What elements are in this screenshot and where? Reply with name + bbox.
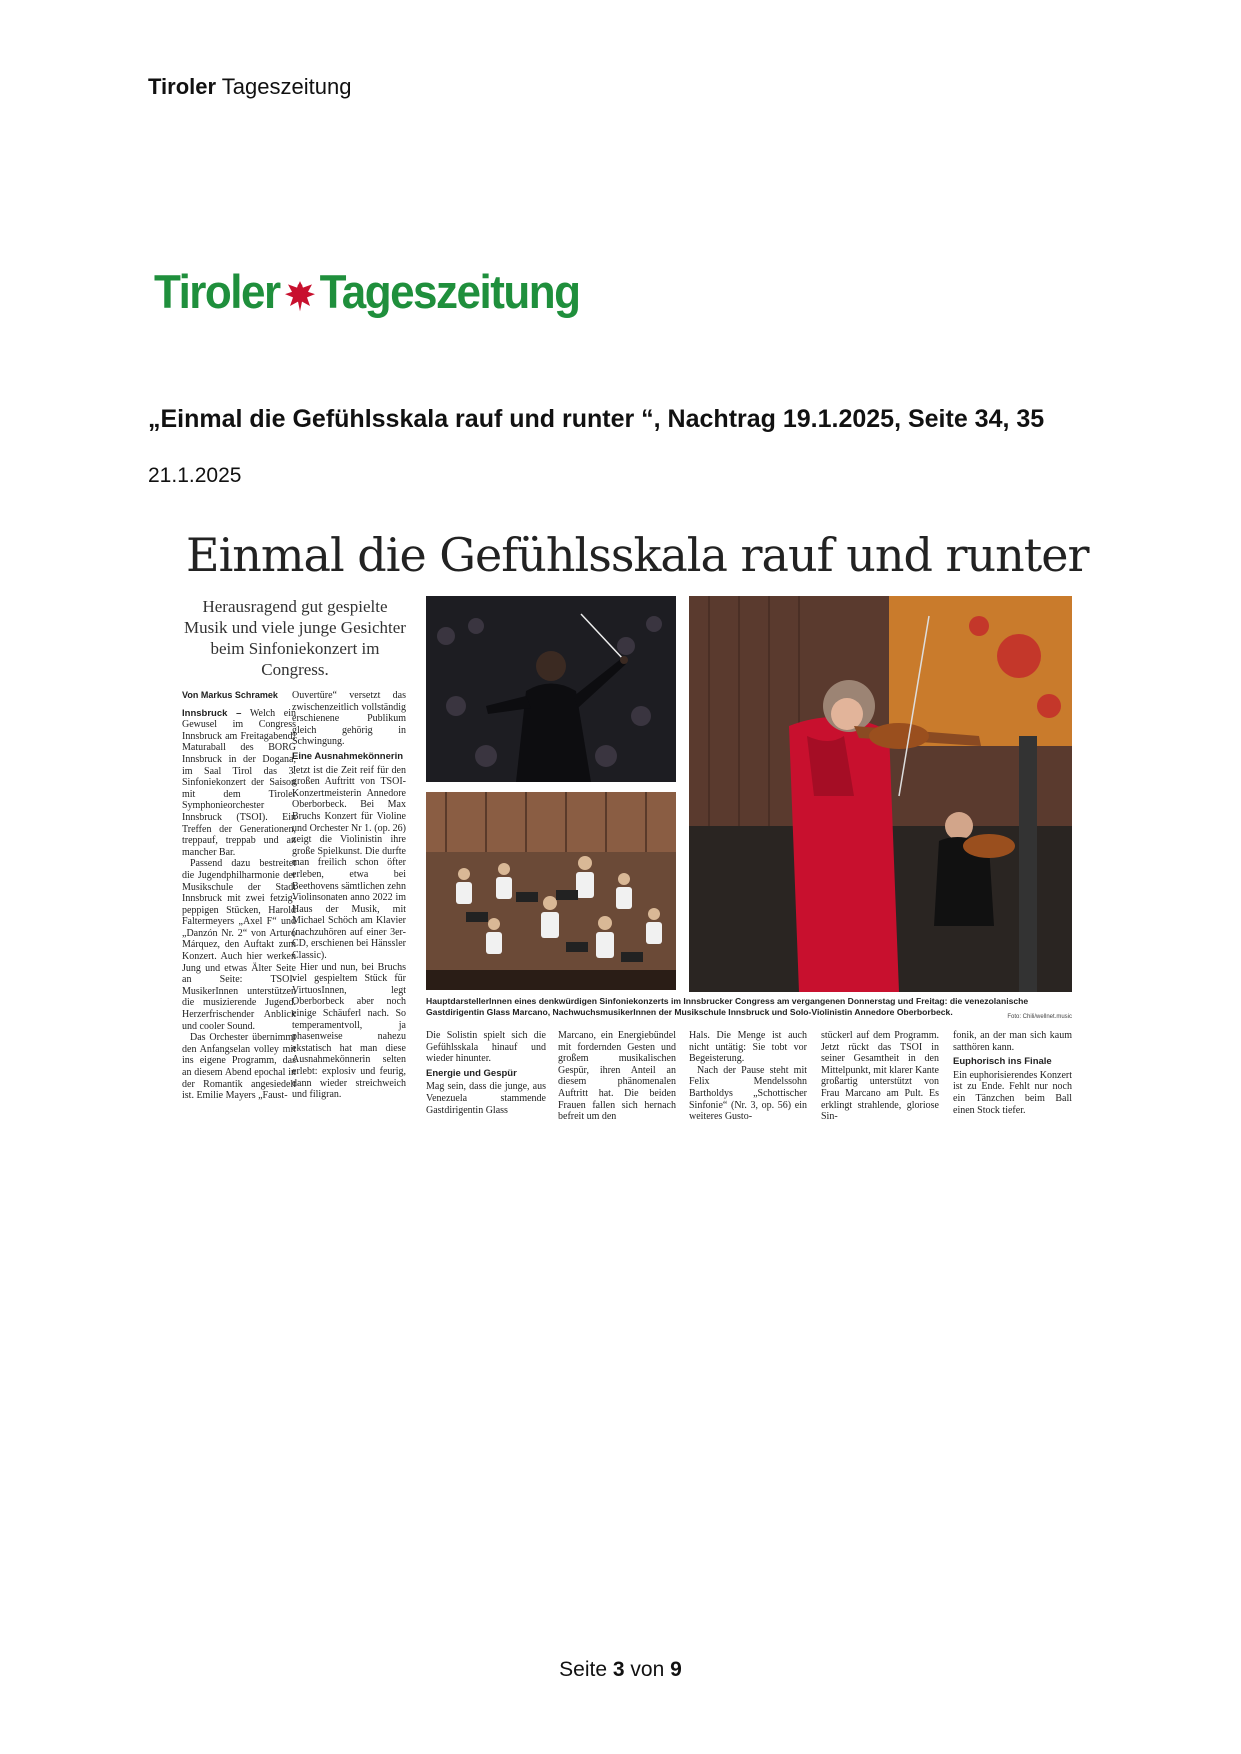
article-col1b-text: Passend dazu bestreitet die Jugendphilharmonie der Musikschule der Stadt Innsbruck mit zwei fetzig-peppigen Stücken, Harold Faltermeyers „Axel F“ und „Danzón Nr. 2“ von Arturo Márquez, den Auftakt zum Konzert. Auch hier werken Jung und etwas Älter Seite an Seite: TSOI-MusikerInnen unterstützen die musizierende Jugend. Herzerfrischender Anblick und cooler Sound. (182, 858, 296, 1032)
article-col7a-text: fonik, an der man sich kaum satthören kann. (953, 1030, 1072, 1053)
article-col1-text: Welch ein Gewusel im Congress Innsbruck am Freitagabend! Maturaball des BORG Innsbruck in der Dogana, im Saal Tirol das 3. Sinfoniekonzert der Saison mit dem Tiroler Symphonieorchester Innsbruck (TSOI). Ein Treffen der Generationen, treppauf, treppab und an mancher Bar. (182, 707, 296, 858)
photo-conductor (426, 596, 676, 782)
article-column-5 (689, 1030, 807, 1130)
footer-current-page: 3 (612, 1658, 625, 1681)
article-col5a-text: Hals. Die Menge ist auch nicht untätig: Sie tobt vor Begeisterung. (689, 1030, 807, 1065)
header-brand-rest: Tageszeitung (221, 74, 352, 99)
article-column-1 (182, 690, 296, 1130)
article-subheading-1: Eine Ausnahmekönnerin (292, 750, 404, 762)
header-brand (148, 74, 351, 100)
article-subheading-3: Euphorisch ins Finale (953, 1056, 1052, 1068)
logo-left-word: Tiroler (154, 266, 280, 319)
page-footer (0, 1658, 1241, 1682)
article-subheadline: Herausragend gut gespielte Musik und viele junge Gesichter beim Sinfoniekonzert im Congress. (184, 597, 406, 679)
article-column-3 (426, 1030, 546, 1130)
tyrolean-eagle-icon (282, 274, 318, 313)
photo-youth-orchestra (426, 792, 676, 990)
article-col6-text: stückerl auf dem Programm. Jetzt rückt das TSOI in seiner Gesamtheit in den Mittelpunkt, mit klarer Kante großartig unterstützt von Frau Marcano am Pult. Es erklingt strahlende, gloriose Sin- (821, 1030, 939, 1123)
document-date: 21.1.2025 (148, 464, 242, 487)
footer-prefix: Seite (559, 1658, 608, 1681)
article-col4-text: Marcano, ein Energiebündel mit fordernden Gesten und großem musikalischen Gespür, ihren Anteil an diesem phänomenalen Auftritt hat. Die beiden Frauen fallen sich hernach befreit um den (558, 1030, 676, 1123)
header-brand-bold: Tiroler (148, 74, 217, 99)
newspaper-clipping (180, 528, 1089, 1128)
article-dateline: Innsbruck – (182, 707, 242, 719)
article-column-7 (953, 1030, 1072, 1130)
document-title: „Einmal die Gefühlsskala rauf und runter “, Nachtrag 19.1.2025, Seite 34, 35 (148, 405, 1045, 433)
photo-caption: HauptdarstellerInnen eines denkwürdigen Sinfoniekonzerts im Innsbrucker Congress am vergangenen Donnerstag und Freitag: die venezolanische Gastdirigentin Glass Marcano, NachwuchsmusikerInnen der Musikschule Innsbruck und Solo-Violinistin Annedore Oberborbeck. (426, 996, 1029, 1017)
article-col7b-text: Ein euphorisierendes Konzert ist zu Ende. Fehlt nur noch ein Tänzchen beim Ball einen Stock tiefer. (953, 1069, 1072, 1116)
photo-violinist (689, 596, 1072, 992)
article-headline: Einmal die Gefühlsskala rauf und runter (186, 528, 1089, 582)
article-column-2 (292, 690, 406, 1130)
article-col2b-text: Jetzt ist die Zeit reif für den großen Auftritt von TSOI-Konzertmeisterin Annedore Oberborbeck. Bei Max Bruchs Konzert für Violine und Orchester Nr 1. (op. 26) zeigt die Violinistin ihre große Spielkunst. Die durfte man freilich schon öfter erleben, etwa bei Beethovens sämtlichen zehn Violinsonaten anno 2022 im Haus der Musik, mit Michael Schöch am Klavier (nachzuhören auf einer 3er-CD, erschienen bei Hänssler Classic). (292, 764, 406, 962)
article-col3a-text: Die Solistin spielt sich die Gefühlsskala hinauf und wieder hinunter. (426, 1030, 546, 1065)
article-column-6 (821, 1030, 939, 1130)
footer-mid: von (630, 1658, 665, 1681)
footer-total-pages: 9 (670, 1658, 682, 1681)
article-col2c-text: Hier und nun, bei Bruchs viel gespieltem Stück für VirtuosInnen, legt Oberborbeck aber noch einige Schäuferl nach. So temperamentvoll, ja phasenweise nahezu ekstatisch hat man diese Ausnahmekönnerin selten erlebt: explosiv und feurig, dann wieder streichweich und filigran. (292, 961, 406, 1101)
article-col3b-text: Mag sein, dass die junge, aus Venezuela stammende Gastdirigentin Glass (426, 1081, 546, 1116)
photo-credit: Foto: Chili/wellnet.music (1007, 1014, 1072, 1020)
article-author: Von Markus Schramek (182, 690, 278, 700)
article-col5b-text: Nach der Pause steht mit Felix Mendelssohn Bartholdys „Schottischer Sinfonie“ (Nr. 3, op. 56) ein weiteres Gusto- (689, 1064, 807, 1123)
article-col2a-text: Ouvertüre“ versetzt das zwischenzeitlich vollständig erschienene Publikum gleich gehörig in Schwingung. (292, 690, 406, 748)
logo-right-word: Tageszeitung (319, 266, 580, 319)
article-column-4 (558, 1030, 676, 1130)
article-col1c-text: Das Orchester übernimmt den Anfangselan volley mit ins eigene Programm, das an diesem Abend epochal in der Romantik angesiedelt ist. Emilie Mayers „Faust- (182, 1032, 296, 1102)
newspaper-logo (154, 264, 580, 322)
article-subheading-2: Energie und Gespür (426, 1067, 517, 1079)
